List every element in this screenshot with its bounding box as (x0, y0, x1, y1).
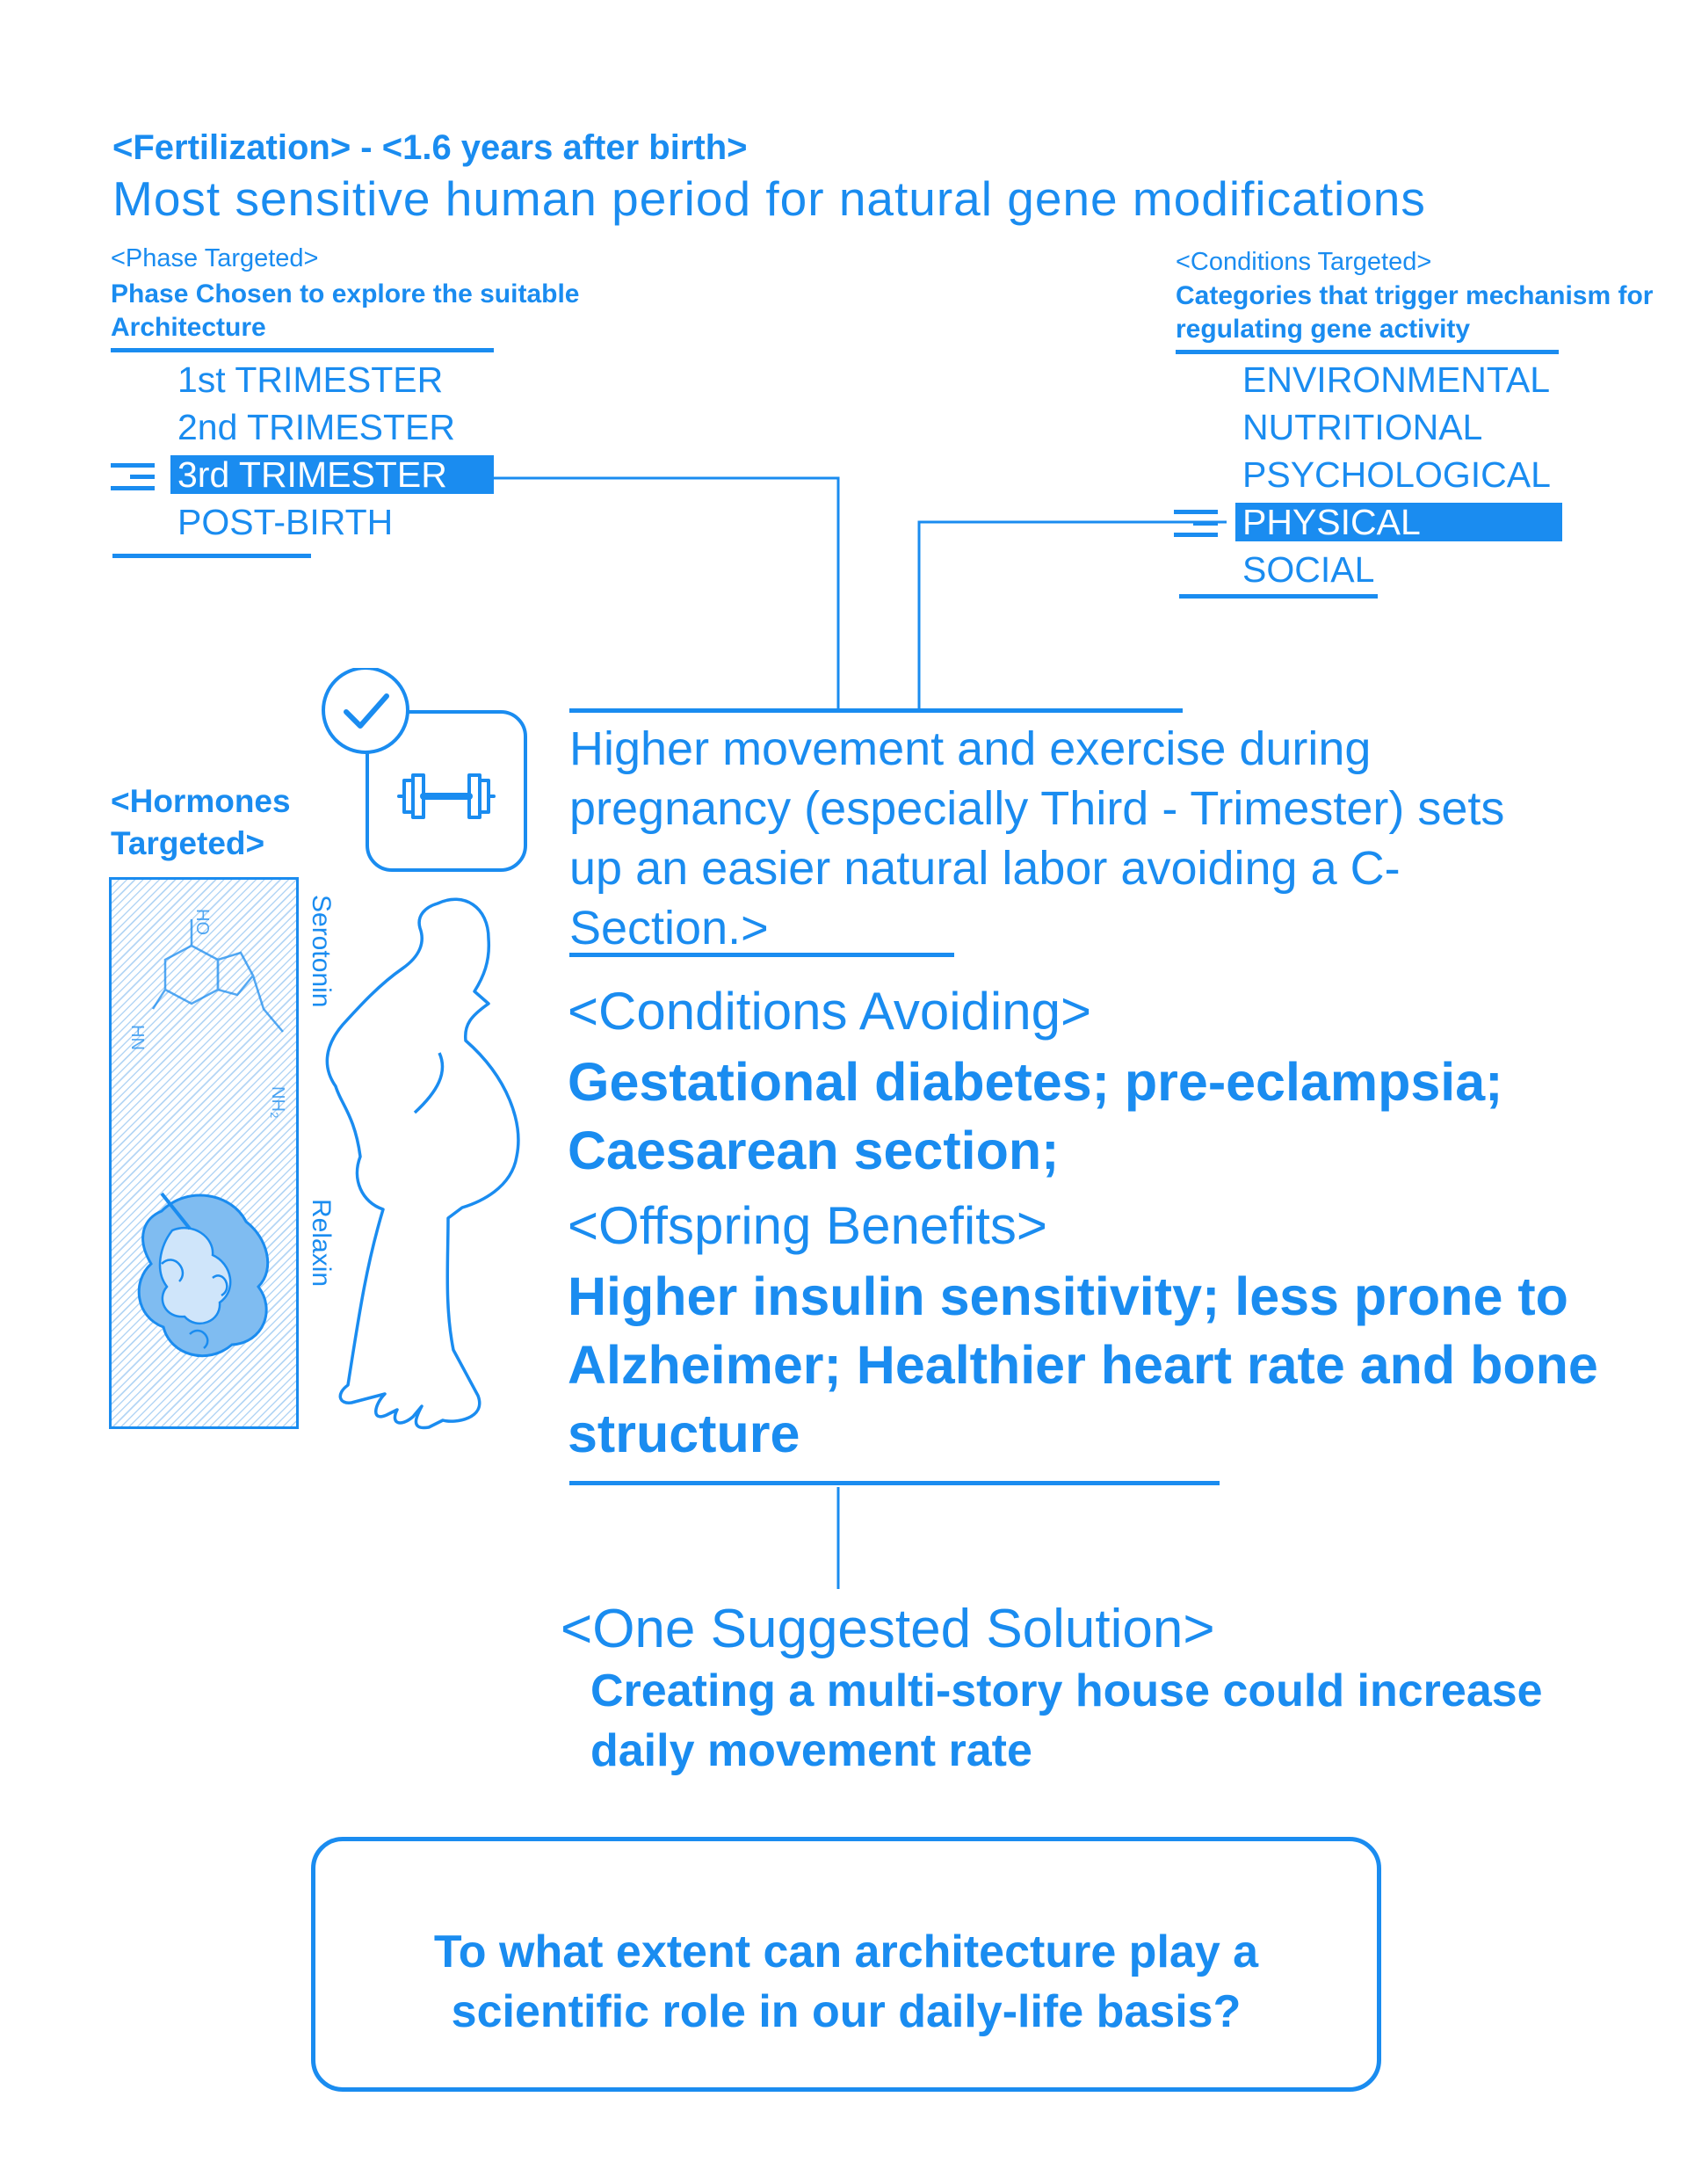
phase-item: 3rd TRIMESTER (170, 455, 494, 494)
hormones-panel (109, 877, 299, 1429)
chem-label-nh2: NH₂ (268, 1086, 287, 1119)
phase-item: 1st TRIMESTER (177, 359, 444, 400)
exercise-icon-group (320, 668, 531, 879)
molecule-diagrams (109, 877, 299, 1429)
description-top-rule (569, 708, 1183, 713)
serotonin-label: Serotonin (307, 895, 336, 1008)
relaxin-protein-icon (139, 1194, 268, 1356)
phase-description: Phase Chosen to explore the suitable Architecture (111, 279, 580, 342)
pregnant-woman-icon (316, 893, 536, 1469)
condition-item: PHYSICAL (1235, 503, 1562, 541)
question-text: To what extent can architecture play a scientific role in our daily-life basis? (433, 1926, 1259, 2037)
conditions-description: Categories that trigger mechanism for regulating gene activity (1176, 281, 1654, 344)
condition-item: PSYCHOLOGICAL (1242, 454, 1551, 495)
phase-tag: <Phase Targeted> (111, 244, 319, 272)
solution-heading: <One Suggested Solution> (561, 1599, 1215, 1659)
period-heading: <Fertilization> - <1.6 years after birth> (112, 128, 748, 167)
benefits-heading: <Offspring Benefits> (568, 1196, 1047, 1255)
benefits-bottom-rule (569, 1481, 1220, 1485)
check-icon (323, 668, 408, 752)
serotonin-molecule-icon (153, 919, 283, 1032)
chem-label-hn: HN (127, 1025, 147, 1050)
phase-item: 2nd TRIMESTER (177, 407, 455, 447)
solution-body: Creating a multi-story house could increase daily movement rate (590, 1665, 1543, 1776)
condition-item: NUTRITIONAL (1242, 407, 1483, 447)
benefits-body: Higher insulin sensitivity; less prone to Alzheimer; Healthier heart rate and bone structure (568, 1266, 1598, 1463)
conditions-connector (919, 522, 1227, 710)
exercise-description: Higher movement and exercise during pregnancy (especially Third - Trimester) sets up an easier natural labor avoiding a C-Section.> (569, 722, 1505, 954)
phase-item: POST-BIRTH (177, 502, 394, 542)
condition-item: SOCIAL (1242, 549, 1375, 590)
question-box (311, 1837, 1381, 2092)
chem-label-ho: HO (192, 909, 212, 935)
condition-item: ENVIRONMENTAL (1242, 359, 1551, 400)
avoiding-heading: <Conditions Avoiding> (568, 982, 1092, 1041)
phase-connector (494, 478, 838, 710)
avoiding-body: Gestational diabetes; pre-eclampsia; Caesarean section; (568, 1052, 1503, 1180)
main-title: Most sensitive human period for natural gene modifications (112, 171, 1426, 226)
hormones-title: <Hormones Targeted> (111, 783, 291, 861)
relaxin-label: Relaxin (307, 1199, 336, 1288)
conditions-tag: <Conditions Targeted> (1176, 248, 1432, 276)
